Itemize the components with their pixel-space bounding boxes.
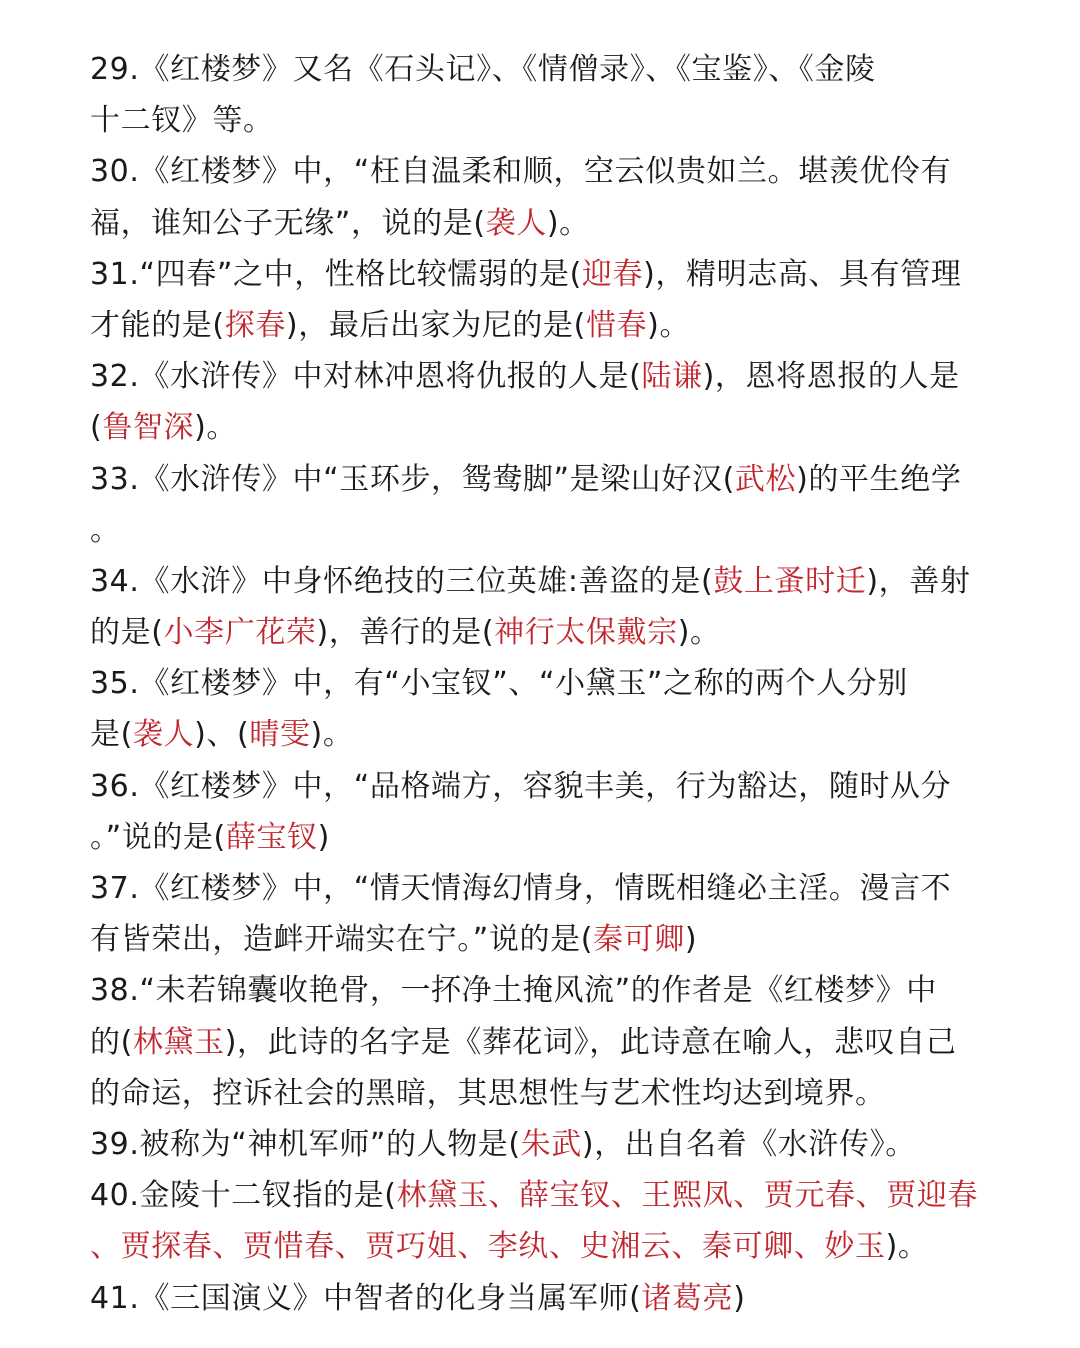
text-line bbox=[90, 300, 990, 351]
answer-text: 陆谦 bbox=[641, 359, 703, 395]
question-text: 39.被称为“神机军师”的人物是( bbox=[90, 1126, 521, 1162]
text-line bbox=[90, 607, 990, 658]
text-line bbox=[90, 1017, 990, 1068]
text-line bbox=[90, 249, 990, 300]
question-text: 福，谁知公子无缘”，说的是( bbox=[90, 205, 486, 241]
answer-text: 、贾探春、贾惜春、贾巧姐、李纨、史湘云、秦可卿、妙玉 bbox=[90, 1229, 886, 1265]
text-line bbox=[90, 1119, 990, 1170]
text-line bbox=[90, 709, 990, 760]
answer-text: 迎春 bbox=[581, 256, 644, 292]
question-text: 的是( bbox=[90, 615, 164, 651]
text-line bbox=[90, 1068, 990, 1119]
text-line bbox=[90, 863, 990, 914]
text-line bbox=[90, 402, 990, 453]
answer-text: 神行太保戴宗 bbox=[494, 615, 678, 651]
text-line bbox=[90, 44, 990, 95]
question-text: ) bbox=[317, 819, 330, 855]
answer-text: 鼓上蚤时迁 bbox=[713, 563, 867, 599]
question-text: )，善射 bbox=[866, 563, 971, 599]
question-text: )，恩将恩报的人是 bbox=[702, 359, 960, 395]
question-text: ) bbox=[684, 922, 698, 958]
question-text: 32.《水浒传》中对林冲恩将仇报的人是( bbox=[90, 359, 642, 395]
question-text: 36.《红楼梦》中，“品格端方，容貌丰美，行为豁达，随时从分 bbox=[90, 768, 952, 804]
text-line bbox=[90, 1170, 990, 1221]
answer-text: 小李广花荣 bbox=[163, 615, 317, 651]
answer-text: 鲁智深 bbox=[102, 410, 195, 446]
answer-text: 林黛玉 bbox=[132, 1024, 225, 1060]
question-text: )。 bbox=[647, 307, 691, 343]
question-text: 才能的是( bbox=[90, 307, 225, 343]
text-line bbox=[90, 351, 990, 402]
question-text: 。”说的是( bbox=[90, 819, 226, 855]
answer-text: 袭人 bbox=[132, 717, 195, 753]
question-text: 的( bbox=[90, 1024, 133, 1060]
text-line bbox=[90, 914, 990, 965]
text-line bbox=[90, 658, 990, 709]
question-text: )。 bbox=[194, 410, 238, 446]
text-line bbox=[90, 556, 990, 607]
question-text: 。 bbox=[90, 512, 121, 548]
text-line bbox=[90, 146, 990, 197]
question-text: )。 bbox=[310, 717, 354, 753]
answer-text: 诸葛亮 bbox=[641, 1280, 734, 1316]
answer-text: 探春 bbox=[224, 307, 286, 343]
answer-text: 晴雯 bbox=[249, 717, 311, 753]
question-text: 有皆荣出，造衅开端实在宁。”说的是( bbox=[90, 922, 594, 958]
question-text: 的命运，控诉社会的黑暗，其思想性与艺术性均达到境界。 bbox=[90, 1075, 886, 1111]
question-text: ( bbox=[90, 410, 103, 446]
text-line bbox=[90, 95, 990, 146]
question-text: 41.《三国演义》中智者的化身当属军师( bbox=[90, 1280, 642, 1316]
question-text: )。 bbox=[677, 615, 721, 651]
question-text: )。 bbox=[546, 205, 590, 241]
text-line bbox=[90, 761, 990, 812]
answer-text: 秦可卿 bbox=[593, 922, 685, 958]
question-text: 38.“未若锦囊收艳骨，一抔净土掩风流”的作者是《红楼梦》中 bbox=[90, 973, 937, 1009]
question-text: 34.《水浒》中身怀绝技的三位英雄:善盗的是( bbox=[90, 563, 714, 599]
question-text: 是( bbox=[90, 717, 133, 753]
question-text: )，善行的是( bbox=[316, 615, 495, 651]
text-line bbox=[90, 812, 990, 863]
question-text: 33.《水浒传》中“玉环步，鸳鸯脚”是梁山好汉( bbox=[90, 461, 735, 497]
answer-text: 薛宝钗 bbox=[225, 819, 318, 855]
text-line bbox=[90, 1221, 990, 1272]
question-list bbox=[90, 44, 990, 1324]
question-text: 35.《红楼梦》中，有“小宝钗”、“小黛玉”之称的两个人分别 bbox=[90, 666, 908, 702]
text-line bbox=[90, 505, 990, 556]
question-text: 十二钗》等。 bbox=[90, 103, 274, 139]
text-line bbox=[90, 454, 990, 505]
answer-text: 袭人 bbox=[485, 205, 547, 241]
question-text: )的平生绝学 bbox=[796, 461, 962, 497]
question-text: 29.《红楼梦》又名《石头记》、《情僧录》、《宝鉴》、《金陵 bbox=[90, 52, 876, 87]
answer-text: 惜春 bbox=[585, 307, 648, 343]
text-line bbox=[90, 965, 990, 1016]
question-text: )、( bbox=[194, 717, 250, 753]
question-text: )，此诗的名字是《葬花词》，此诗意在喻人，悲叹自己 bbox=[224, 1024, 957, 1060]
text-line bbox=[90, 1273, 990, 1324]
question-text: 37.《红楼梦》中，“情天情海幻情身，情既相缝必主淫。漫言不 bbox=[90, 871, 952, 906]
text-line bbox=[90, 198, 990, 249]
answer-text: 朱武 bbox=[520, 1126, 582, 1162]
answer-text: 武松 bbox=[734, 461, 797, 497]
question-text: 31.“四春”之中，性格比较懦弱的是( bbox=[90, 256, 582, 292]
question-text: )。 bbox=[885, 1229, 929, 1265]
answer-text: 林黛玉、薛宝钗、王熙凤、贾元春、贾迎春 bbox=[396, 1178, 979, 1214]
question-text: )，精明志高、具有管理 bbox=[643, 256, 962, 292]
question-text: ) bbox=[733, 1280, 746, 1316]
question-text: 30.《红楼梦》中，“枉自温柔和顺，空云似贵如兰。堪羡优伶有 bbox=[90, 154, 952, 190]
question-text: )，出自名着《水浒传》。 bbox=[581, 1126, 916, 1162]
question-text: 40.金陵十二钗指的是( bbox=[90, 1178, 397, 1214]
question-text: )，最后出家为尼的是( bbox=[285, 307, 586, 343]
